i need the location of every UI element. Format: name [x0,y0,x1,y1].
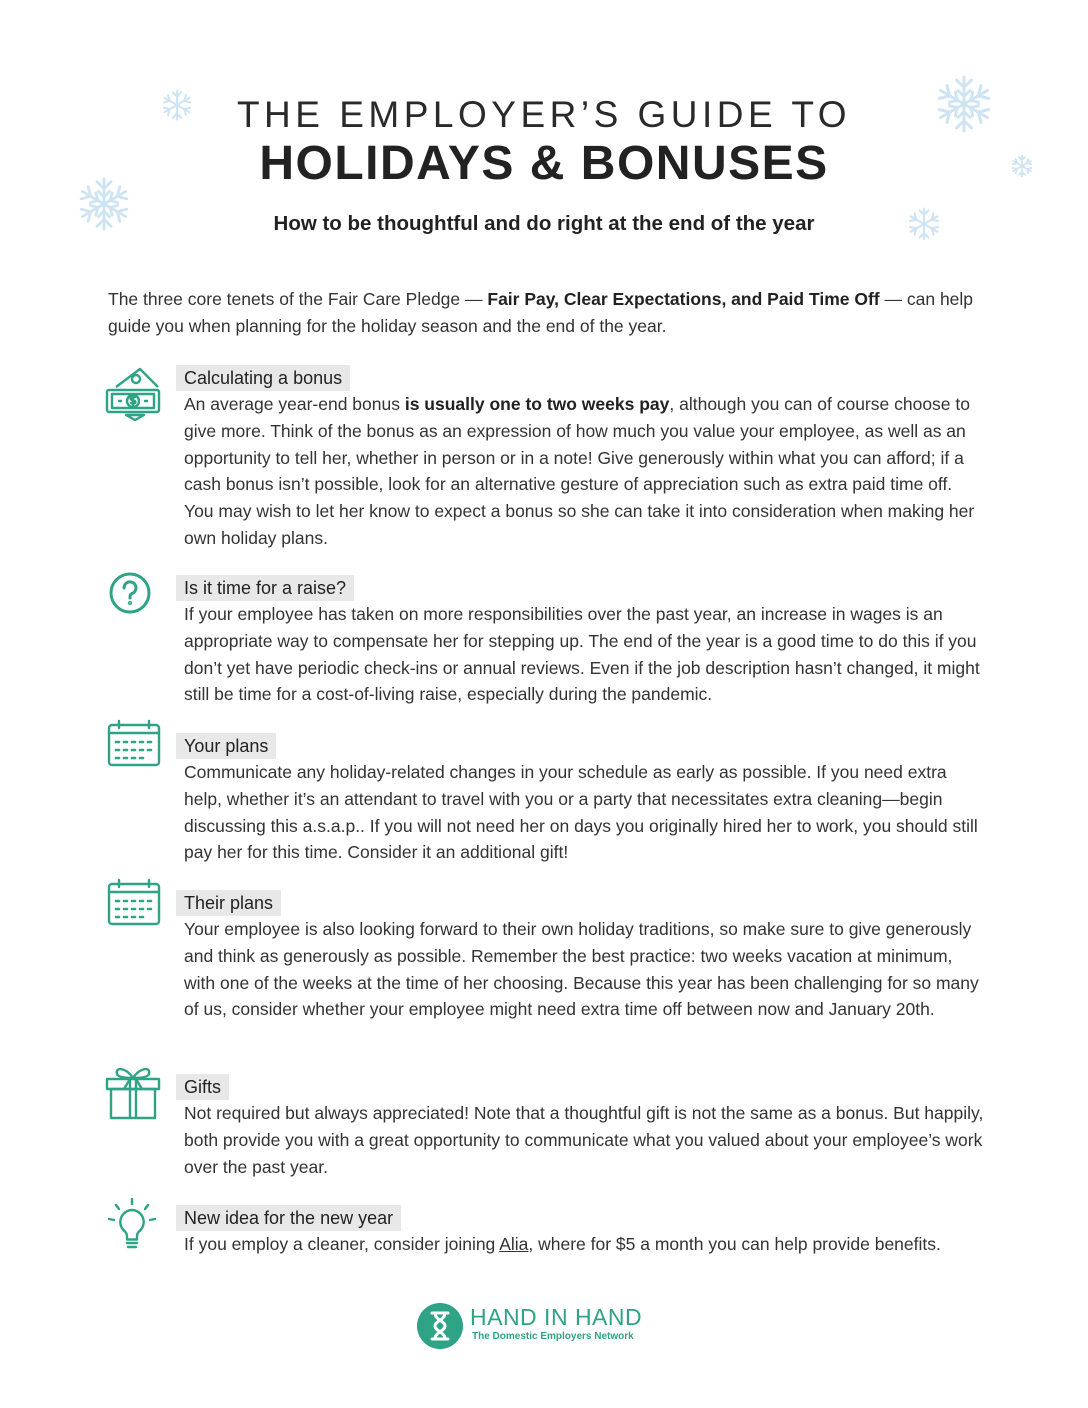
section-heading: Their plans [176,890,281,916]
section-heading: New idea for the new year [176,1205,401,1231]
calendar-icon [106,878,162,933]
hourglass-logo-icon [416,1302,464,1355]
body-text: An average year-end bonus [184,394,405,414]
intro-text-end: — can help guide you when planning for the holiday season and the end of the year. [108,289,974,336]
gift-icon [104,1062,162,1127]
section-body: Not required but always appreciated! Note that a thoughtful gift is not the same as a bonus. But happily, both provide you with a great opportunity to communicate what you valued about your employee’s work over the past year. [184,1103,984,1177]
alia-link[interactable]: Alia [499,1234,529,1254]
section-body: Communicate any holiday-related changes in your schedule as early as possible. If you need extra help, whether it’s an attendant to travel with you or a party that necessitates extra cleaning—begin discussing this a.s.a.p.. If you will not need her on days you originally hired her to work, you should still pay her for this time. Consider it an additional gift! [184,762,978,863]
money-icon [104,365,162,426]
logo-name: HAND IN HAND [470,1304,643,1330]
logo-tagline: The Domestic Employers Network [472,1331,634,1342]
section-heading: Gifts [176,1074,229,1100]
body-text-end: , although you can of course choose to give more. Think of the bonus as an expression of how much you value your employee, as well as an opportunity to tell her, whether in person or in a note! Give generously within what you can afford; if a cash bonus isn’t possible, look for an alternative gesture of appreciation such as extra paid time off. You may wish to let her know to expect a bonus so she can take it into consideration when making her own holiday plans. [184,394,975,548]
section-body [184,1231,984,1258]
title-line-1: THE EMPLOYER’S GUIDE TO [236,94,852,135]
question-icon [108,571,152,620]
calendar-icon [106,719,162,774]
section-body: If your employee has taken on more responsibilities over the past year, an increase in wages is an appropriate way to compensate her for stepping up. The end of the year is a good time to do this if you don’t yet have periodic check-ins or annual reviews. Even if the job description hasn’t changed, it might still be time for a cost-of-living raise, especially during the pandemic. [184,604,980,705]
intro-text: The three core tenets of the Fair Care Pledge — [108,289,488,309]
section-heading: Your plans [176,733,276,759]
intro-bold-tenets: Fair Pay, Clear Expectations, and Paid Time Off [487,289,880,309]
subtitle: How to be thoughtful and do right at the end of the year [273,212,815,235]
section-heading: Is it time for a raise? [176,575,354,601]
intro-paragraph [108,286,988,340]
hand-in-hand-logo [416,1302,676,1352]
body-text: If you employ a cleaner, consider joining [184,1234,500,1254]
body-text-end: , where for $5 a month you can help provide benefits. [528,1234,941,1254]
lightbulb-icon [106,1197,158,1258]
page-title: HOLIDAYS & BONUSES [259,137,829,190]
section-body [184,391,984,552]
section-heading: Calculating a bonus [176,365,350,391]
body-bold: is usually one to two weeks pay [404,394,670,414]
section-body: Your employee is also looking forward to their own holiday traditions, so make sure to give generously and think as generously as possible. Remember the best practice: two weeks vacation at minimum, with one of the weeks at the time of her choosing. Because this year has been challenging for so many of us, consider whether your employee might need extra time off between now and January 20th. [184,919,979,1020]
